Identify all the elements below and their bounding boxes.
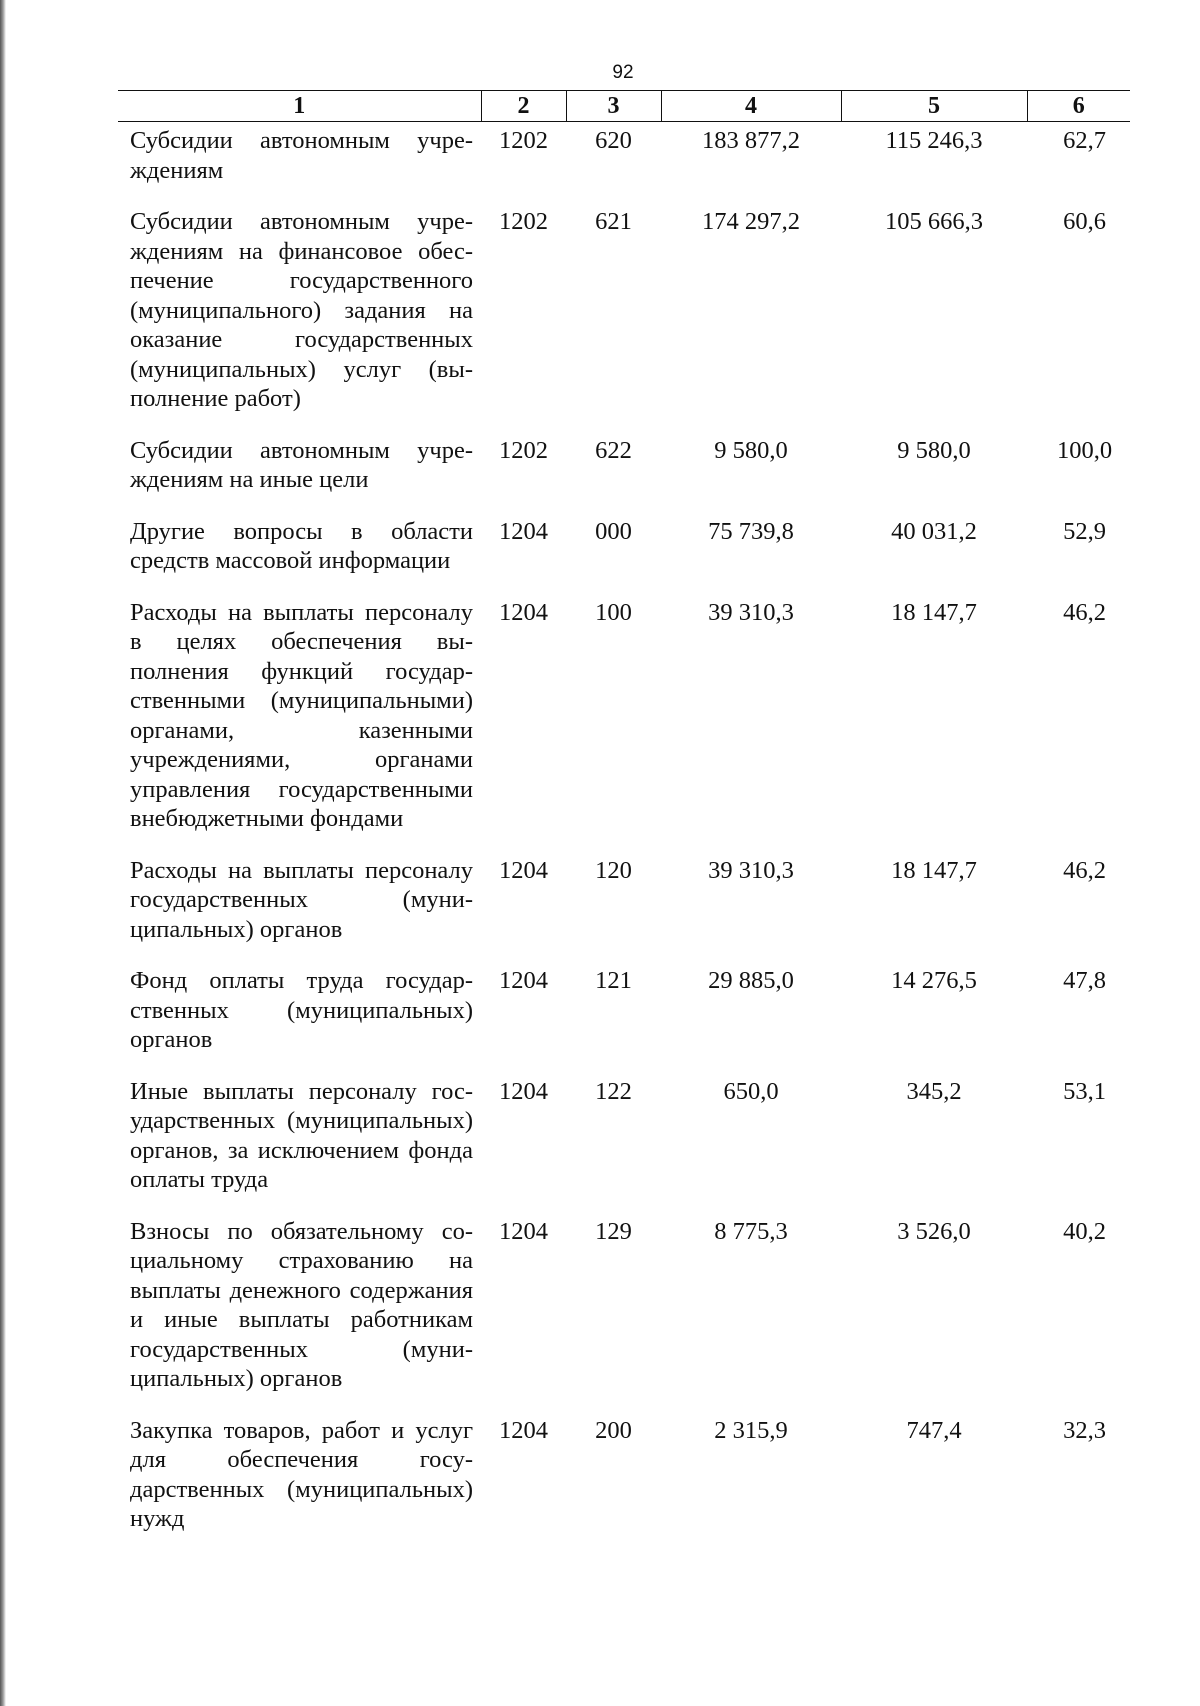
- table-header: [118, 91, 1130, 122]
- row-expense-code: 129: [595, 1217, 632, 1245]
- row-actual-amount: 105 666,3: [885, 208, 983, 235]
- row-percent: 52,9: [1063, 517, 1106, 545]
- row-section-code: 1204: [499, 1077, 548, 1105]
- row-actual-amount: 18 147,7: [891, 856, 977, 884]
- row-section-code: 1204: [499, 517, 548, 545]
- row-planned-amount: 39 310,3: [708, 598, 794, 626]
- row-section-code: 1204: [499, 598, 548, 626]
- scan-edge: [0, 0, 6, 1706]
- row-description: Взносы по обязательному социальному страхованию на выплаты денежного содержания и иные выплаты работникам государственных (муниципальных) органов: [130, 1217, 473, 1392]
- header-cell-4: 4: [661, 91, 841, 122]
- row-section-code: 1202: [499, 127, 548, 154]
- row-expense-code: 200: [595, 1416, 632, 1444]
- budget-table-container: [118, 90, 1130, 1546]
- row-section-code: 1204: [499, 1217, 548, 1245]
- row-planned-amount: 39 310,3: [708, 856, 794, 884]
- table-row: [118, 507, 1130, 588]
- row-actual-amount: 345,2: [906, 1077, 962, 1105]
- row-planned-amount: 650,0: [723, 1077, 779, 1105]
- row-description: Иные выплаты персоналу государственных (муниципальных) органов, за исключением фонда оплаты труда: [130, 1077, 473, 1193]
- page-number: 92: [612, 62, 634, 83]
- row-expense-code: 120: [595, 856, 632, 884]
- row-planned-amount: 174 297,2: [702, 208, 800, 235]
- table-row: [118, 426, 1130, 507]
- header-cell-3: 3: [566, 91, 661, 122]
- header-cell-6: 6: [1027, 91, 1130, 122]
- row-percent: 62,7: [1063, 127, 1106, 154]
- row-actual-amount: 747,4: [906, 1416, 962, 1444]
- row-actual-amount: 14 276,5: [891, 967, 977, 994]
- row-description: Другие вопросы в области средств массовой информации: [130, 517, 473, 574]
- row-percent: 46,2: [1063, 598, 1106, 626]
- row-expense-code: 621: [595, 208, 632, 235]
- budget-table: [118, 90, 1130, 1546]
- row-percent: 60,6: [1063, 208, 1106, 235]
- row-actual-amount: 40 031,2: [891, 517, 977, 545]
- row-actual-amount: 115 246,3: [885, 127, 983, 154]
- row-planned-amount: 2 315,9: [714, 1416, 788, 1444]
- row-description: Фонд оплаты труда государственных (муниципальных) органов: [130, 967, 473, 1053]
- row-percent: 53,1: [1063, 1077, 1106, 1105]
- row-actual-amount: 9 580,0: [897, 436, 971, 464]
- row-expense-code: 000: [595, 517, 632, 545]
- row-planned-amount: 183 877,2: [702, 127, 800, 154]
- table-row: [118, 197, 1130, 426]
- row-expense-code: 622: [595, 436, 632, 464]
- table-row: [118, 1406, 1130, 1546]
- table-body: [118, 122, 1130, 1546]
- row-description: Субсидии автономным учреждениям: [130, 127, 473, 184]
- header-cell-1: 1: [118, 91, 481, 122]
- row-section-code: 1204: [499, 967, 548, 994]
- row-planned-amount: 75 739,8: [708, 517, 794, 545]
- row-percent: 100,0: [1056, 436, 1113, 464]
- row-actual-amount: 3 526,0: [897, 1217, 971, 1245]
- row-actual-amount: 18 147,7: [891, 598, 977, 626]
- row-planned-amount: 29 885,0: [708, 967, 794, 994]
- table-row: [118, 588, 1130, 846]
- row-percent: 32,3: [1063, 1416, 1106, 1444]
- row-percent: 46,2: [1063, 856, 1106, 884]
- row-section-code: 1204: [499, 856, 548, 884]
- header-row: [118, 91, 1130, 122]
- row-expense-code: 121: [595, 967, 632, 994]
- row-expense-code: 620: [595, 127, 632, 154]
- table-row: [118, 956, 1130, 1067]
- table-row: [118, 1207, 1130, 1406]
- row-planned-amount: 8 775,3: [714, 1217, 788, 1245]
- row-description: Субсидии автономным учреждениям на иные цели: [130, 436, 473, 493]
- row-percent: 47,8: [1063, 967, 1106, 994]
- header-cell-2: 2: [481, 91, 566, 122]
- row-description: Субсидии автономным учреждениям на финансовое обеспечение государственного (муниципального) задания на оказание государственных (муниципальных) услуг (выполнение работ): [130, 208, 473, 412]
- row-description: Расходы на выплаты персоналу государственных (муниципальных) органов: [130, 856, 473, 943]
- table-row: [118, 122, 1130, 198]
- row-planned-amount: 9 580,0: [714, 436, 788, 464]
- row-expense-code: 100: [595, 598, 632, 626]
- row-section-code: 1202: [499, 208, 548, 235]
- row-expense-code: 122: [595, 1077, 632, 1105]
- row-section-code: 1202: [499, 436, 548, 464]
- table-row: [118, 1067, 1130, 1207]
- row-percent: 40,2: [1063, 1217, 1106, 1245]
- table-row: [118, 846, 1130, 957]
- row-section-code: 1204: [499, 1416, 548, 1444]
- header-cell-5: 5: [841, 91, 1027, 122]
- row-description: Расходы на выплаты персоналу в целях обеспечения выполнения функций государственными (муниципальными) органами, казенными учреждениями, органами управления государственными внебюджетными фондами: [130, 598, 473, 832]
- row-description: Закупка товаров, работ и услуг для обеспечения государственных (муниципальных) нужд: [130, 1416, 473, 1532]
